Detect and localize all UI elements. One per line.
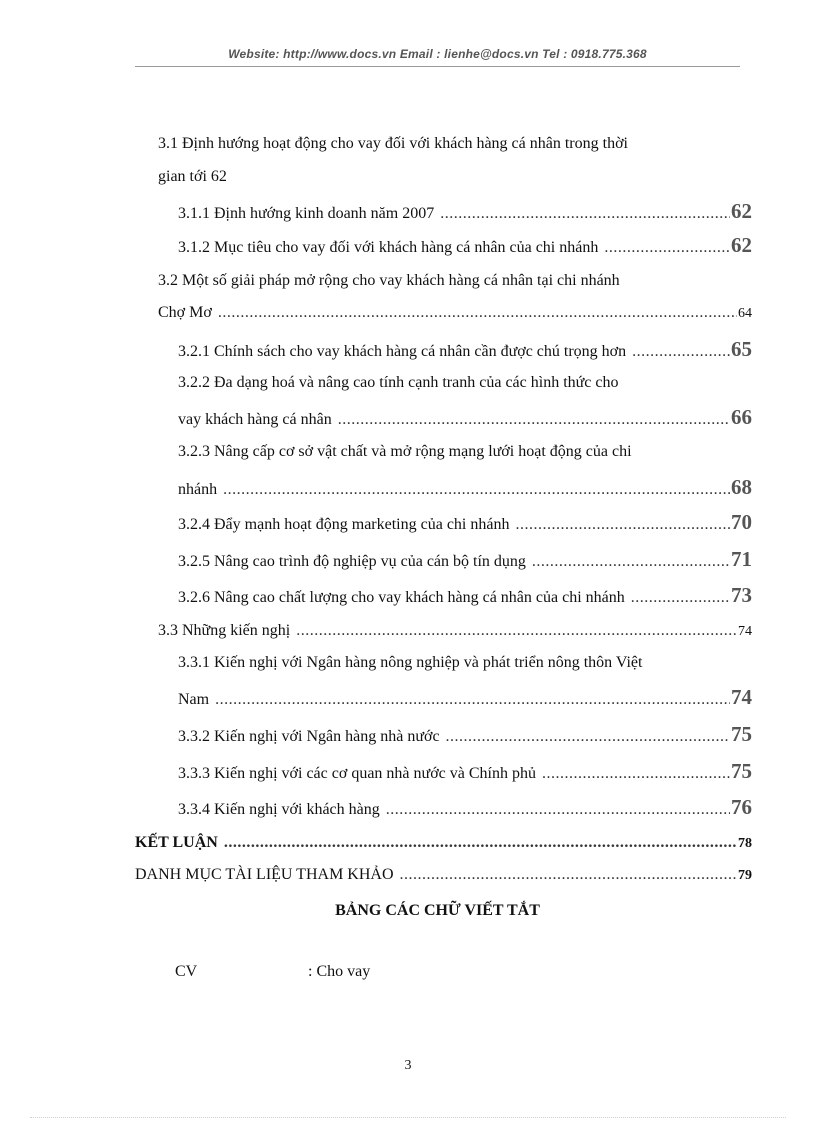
- toc-item-text: 3.1.2 Mục tiêu cho vay đối với khách hàng cá nhân của chi nhánh: [178, 239, 599, 256]
- toc-item-3-3-1-line-1[interactable]: [178, 650, 740, 676]
- toc-leader-dots: [632, 339, 730, 364]
- toc-item-text: 3.2.5 Nâng cao trình độ nghiệp vụ của cán bộ tín dụng: [178, 553, 526, 570]
- page-header: Website: http://www.docs.vn Email : lienhe@docs.vn Tel : 0918.775.368: [228, 47, 647, 61]
- toc-item-text: Nam: [178, 691, 210, 708]
- abbreviation-key: CV: [175, 963, 198, 980]
- toc-item-text: vay khách hàng cá nhân: [178, 411, 332, 428]
- toc-item-3-1-1[interactable]: [178, 198, 752, 226]
- toc-item-text: 3.1.1 Định hướng kinh doanh năm 2007: [178, 205, 435, 222]
- toc-item-3-3-3[interactable]: [178, 758, 752, 786]
- toc-item-text: DANH MỤC TÀI LIỆU THAM KHẢO: [135, 866, 394, 883]
- toc-item-text: 3.2.2 Đa dạng hoá và nâng cao tính cạnh tranh của các hình thức cho: [178, 374, 619, 391]
- toc-item-text: Chợ Mơ: [158, 304, 212, 321]
- toc-leader-dots: [604, 235, 730, 260]
- toc-item-text: 3.2 Một số giải pháp mở rộng cho vay khách hàng cá nhân tại chi nhánh: [158, 272, 620, 289]
- toc-page-number: 74: [731, 685, 752, 709]
- toc-item-text: 3.3.2 Kiến nghị với Ngân hàng nhà nước: [178, 728, 440, 745]
- toc-leader-dots: [440, 201, 730, 226]
- page-bottom-edge: [30, 1117, 786, 1118]
- toc-page-number: 62: [731, 233, 752, 257]
- toc-page-number: 79: [738, 868, 752, 883]
- toc-item-3-2-6[interactable]: [178, 582, 752, 610]
- toc-page-number: 70: [731, 510, 752, 534]
- abbreviation-meaning: : Cho vay: [308, 963, 371, 980]
- toc-item-text: gian tới 62: [158, 168, 227, 185]
- toc-leader-dots: [631, 585, 730, 610]
- toc-page-number: 78: [738, 836, 752, 851]
- toc-item-text: nhánh: [178, 481, 218, 498]
- toc-leader-dots: [218, 300, 737, 326]
- toc-item-3-1-2[interactable]: [178, 232, 752, 260]
- toc-item-3-2-2-line-1[interactable]: [178, 370, 740, 396]
- toc-item-text: 3.3.1 Kiến nghị với Ngân hàng nông nghiệp và phát triển nông thôn Việt: [178, 654, 643, 671]
- toc-item-text: 3.2.3 Nâng cấp cơ sở vật chất và mở rộng mạng lưới hoạt động của chi: [178, 443, 632, 460]
- toc-page-number: 62: [731, 199, 752, 223]
- toc-page-number: 71: [731, 547, 752, 571]
- toc-item-3-2-3-line-1[interactable]: [178, 439, 740, 465]
- toc-leader-dots: [532, 549, 730, 574]
- page-number: 3: [404, 1058, 412, 1073]
- toc-leader-dots: [296, 618, 737, 644]
- toc-page-number: 73: [731, 583, 752, 607]
- toc-leader-dots: [400, 862, 737, 888]
- toc-item-text: 3.2.1 Chính sách cho vay khách hàng cá nhân cần được chú trọng hơn: [178, 343, 627, 360]
- toc-item-3-2-3-line-2[interactable]: [178, 474, 752, 502]
- toc-item-ket-luan[interactable]: [135, 830, 752, 856]
- toc-item-3-2-4[interactable]: [178, 509, 752, 537]
- toc-leader-dots: [446, 724, 730, 749]
- toc-item-3-1-line-2[interactable]: [158, 164, 740, 190]
- abbreviations-title: BẢNG CÁC CHỮ VIẾT TẮT: [335, 902, 540, 919]
- toc-item-3-2-1[interactable]: [178, 336, 752, 364]
- toc-leader-dots: [338, 407, 730, 432]
- toc-item-text: KẾT LUẬN: [135, 834, 218, 851]
- toc-leader-dots: [224, 830, 737, 856]
- toc-item-text: 3.2.6 Nâng cao chất lượng cho vay khách hàng cá nhân của chi nhánh: [178, 589, 625, 606]
- toc-page-number: 64: [738, 306, 752, 321]
- toc-item-text: 3.2.4 Đẩy mạnh hoạt động marketing của chi nhánh: [178, 516, 510, 533]
- toc-item-3-3-4[interactable]: [178, 794, 752, 822]
- toc-item-3-2-line-1[interactable]: [158, 268, 740, 294]
- toc-leader-dots: [386, 797, 730, 822]
- toc-leader-dots: [515, 512, 730, 537]
- toc-item-references[interactable]: [135, 862, 752, 888]
- toc-leader-dots: [542, 761, 730, 786]
- toc-item-text: 3.3.4 Kiến nghị với khách hàng: [178, 801, 380, 818]
- toc-item-3-3[interactable]: [158, 618, 752, 644]
- toc-page-number: 75: [731, 722, 752, 746]
- toc-item-text: 3.1 Định hướng hoạt động cho vay đối với khách hàng cá nhân trong thời: [158, 135, 628, 152]
- toc-item-text: 3.3 Những kiến nghị: [158, 622, 291, 639]
- toc-item-3-2-5[interactable]: [178, 546, 752, 574]
- toc-page-number: 74: [738, 624, 752, 639]
- toc-page-number: 68: [731, 475, 752, 499]
- toc-page-number: 76: [731, 795, 752, 819]
- toc-page-number: 66: [731, 405, 752, 429]
- toc-item-3-1-line-1[interactable]: [158, 131, 740, 157]
- toc-item-3-2-line-2[interactable]: [158, 300, 752, 326]
- header-rule: [135, 66, 740, 67]
- toc-page-number: 75: [731, 759, 752, 783]
- toc-item-3-2-2-line-2[interactable]: [178, 404, 752, 432]
- toc-page-number: 65: [731, 337, 752, 361]
- toc-leader-dots: [215, 687, 730, 712]
- toc-item-text: 3.3.3 Kiến nghị với các cơ quan nhà nước và Chính phủ: [178, 765, 536, 782]
- toc-item-3-3-1-line-2[interactable]: [178, 684, 752, 712]
- toc-item-3-3-2[interactable]: [178, 721, 752, 749]
- toc-leader-dots: [223, 477, 730, 502]
